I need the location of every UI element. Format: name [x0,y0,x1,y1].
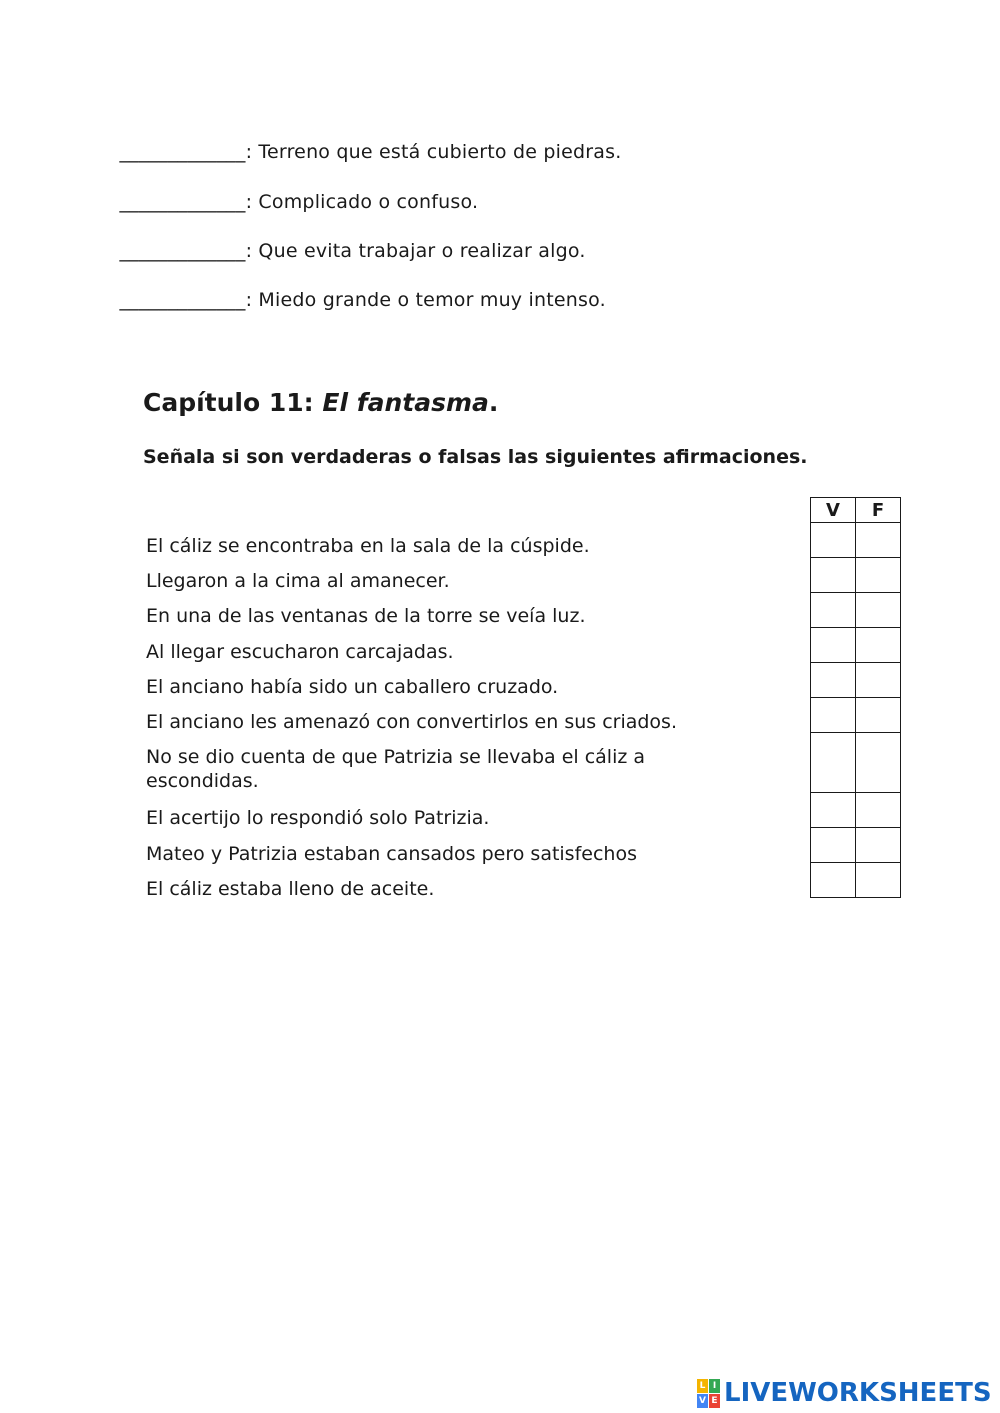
true-false-table [810,497,901,898]
answer-f-1[interactable] [856,523,901,558]
liveworksheets-logo [697,1378,992,1408]
answer-v-7[interactable] [811,733,856,793]
definition-blank-4[interactable]: _____________ [119,289,246,311]
logo-grid-icon [697,1379,720,1408]
answer-f-7[interactable] [856,733,901,793]
answer-v-9[interactable] [811,828,856,863]
answer-v-8[interactable] [811,793,856,828]
definition-text-2: : Complicado o confuso. [245,191,479,213]
answer-v-5[interactable] [811,663,856,698]
chapter-title [143,388,498,417]
statement-6: El anciano les amenazó con convertirlos en sus criados. [146,711,677,733]
answer-f-4[interactable] [856,628,901,663]
brand-text: LIVEWORKSHEETS [724,1378,992,1408]
table-row [811,733,901,793]
chapter-prefix: Capítulo 11: [143,388,323,417]
answer-f-6[interactable] [856,698,901,733]
answer-v-6[interactable] [811,698,856,733]
statement-2: Llegaron a la cima al amanecer. [146,570,450,592]
statement-7: No se dio cuenta de que Patrizia se llevaba el cáliz a escondidas. [146,746,646,792]
chapter-suffix: . [488,388,499,417]
answer-v-3[interactable] [811,593,856,628]
header-v: V [811,498,856,523]
statement-5: El anciano había sido un caballero cruzado. [146,676,559,698]
statement-1: El cáliz se encontraba en la sala de la cúspide. [146,535,590,557]
answer-v-10[interactable] [811,863,856,898]
answer-f-10[interactable] [856,863,901,898]
logo-letter-e: E [709,1394,720,1408]
table-row [811,628,901,663]
table-row [811,863,901,898]
definition-text-1: : Terreno que está cubierto de piedras. [245,141,622,163]
table-row [811,593,901,628]
logo-letter-v: V [697,1394,708,1408]
answer-f-2[interactable] [856,558,901,593]
table-row [811,558,901,593]
table-header-row [811,498,901,523]
definition-text-4: : Miedo grande o temor muy intenso. [245,289,606,311]
statement-3: En una de las ventanas de la torre se veía luz. [146,605,586,627]
statement-10: El cáliz estaba lleno de aceite. [146,878,435,900]
header-f: F [856,498,901,523]
definition-line-3 [107,218,586,262]
answer-f-8[interactable] [856,793,901,828]
statement-4: Al llegar escucharon carcajadas. [146,641,454,663]
logo-letter-i: I [709,1379,720,1393]
definition-blank-3[interactable]: _____________ [119,240,246,262]
answer-v-1[interactable] [811,523,856,558]
definition-line-2 [107,169,478,213]
definition-text-3: : Que evita trabajar o realizar algo. [245,240,586,262]
table-row [811,523,901,558]
definition-blank-1[interactable]: _____________ [119,141,246,163]
chapter-name: El fantasma [322,388,489,417]
answer-v-4[interactable] [811,628,856,663]
logo-letter-l: L [697,1379,708,1393]
statement-8: El acertijo lo respondió solo Patrizia. [146,807,490,829]
table-row [811,828,901,863]
answer-f-5[interactable] [856,663,901,698]
table-row [811,698,901,733]
answer-f-9[interactable] [856,828,901,863]
definition-line-4 [107,267,606,311]
definition-line-1 [107,119,621,163]
answer-v-2[interactable] [811,558,856,593]
table-row [811,663,901,698]
instructions: Señala si son verdaderas o falsas las siguientes afirmaciones. [143,446,808,468]
answer-f-3[interactable] [856,593,901,628]
table-row [811,793,901,828]
definition-blank-2[interactable]: _____________ [119,191,246,213]
statement-9: Mateo y Patrizia estaban cansados pero satisfechos [146,843,637,865]
